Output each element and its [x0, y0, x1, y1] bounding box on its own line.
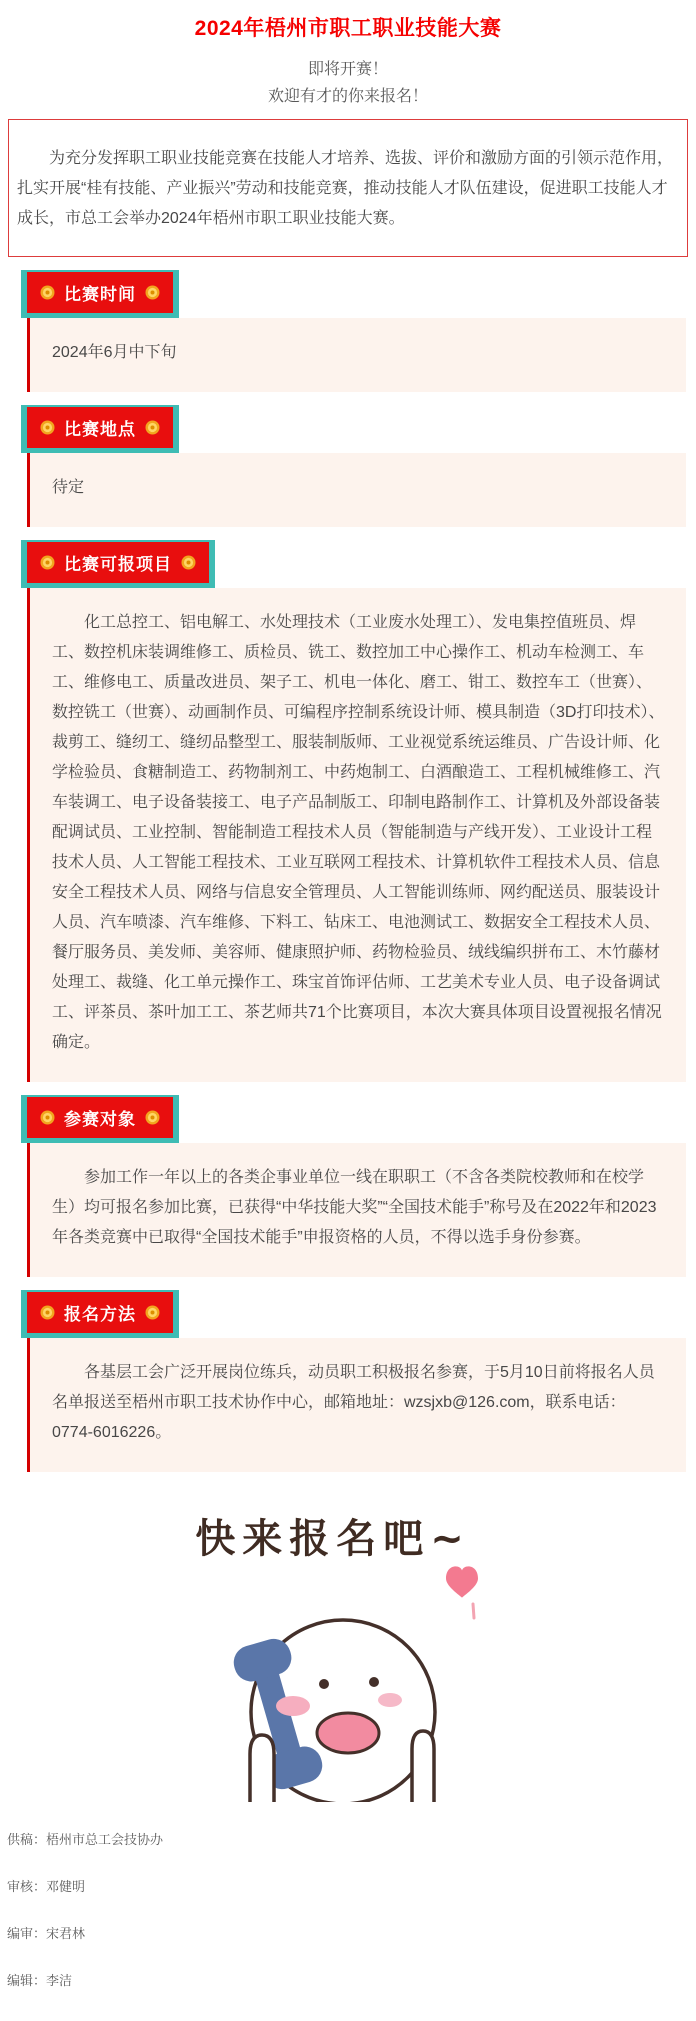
section-competition-place — [0, 407, 696, 527]
intro-box — [8, 119, 688, 257]
sparkle-line — [473, 1604, 474, 1618]
sticker-caption-text: 快来报名吧~ — [195, 1516, 471, 1562]
article-credits — [7, 1833, 696, 1987]
badge-red — [27, 407, 173, 448]
coin-icon — [40, 285, 55, 300]
blob-right-eye — [369, 1677, 379, 1687]
badge-red — [27, 1292, 173, 1333]
section-title: 参赛对象 — [64, 1110, 136, 1129]
section-text: 化工总控工、铝电解工、水处理技术（工业废水处理工）、发电集控值班员、焊工、数控机床装调维修工、质检员、铣工、数控加工中心操作工、机动车检测工、车工、维修电工、质量改进员、架子工、机电一体化、磨工、钳工、数控车工（世赛）、数控铣工（世赛）、动画制作员、可编程序控制系统设计师、模具制造（3D打印技术）、裁剪工、缝纫工、缝纫品整型工、服装制版师、工业视觉系统运维员、广告设计师、化学检验员、食糖制造工、药物制剂工、中药炮制工、白酒酿造工、工程机械维修工、汽车装调工、电子设备装接工、电子产品制版工、印制电路制作工、计算机及外部设备装配调试员、工业控制、智能制造工程技术人员（智能制造与产线开发）、工业设计工程技术人员、人工智能工程技术、工业互联网工程技术、计算机软件工程技术人员、信息安全工程技术人员、网络与信息安全管理员、人工智能训练师、网约配送员、服装设计人员、汽车喷漆、汽车维修、下料工、钻床工、电池测试工、数据安全工程技术人员、餐厅服务员、美发师、美容师、健康照护师、药物检验员、绒线编织拼布工、木竹藤材处理工、裁缝、化工单元操作工、珠宝首饰评估师、工艺美术专业人员、电子设备调试工、评茶员、茶叶加工工、茶艺师共71个比赛项目，本次大赛具体项目设置视报名情况确定。 — [52, 614, 665, 1051]
subtitle-line-1: 即将开赛！ — [307, 61, 388, 78]
subtitle-line-2: 欢迎有才的你来报名！ — [267, 88, 428, 105]
heart-icon — [446, 1566, 478, 1597]
section-title: 比赛时间 — [64, 285, 136, 304]
coin-icon — [145, 1110, 160, 1125]
credit-editor-in-chief: 编审：宋君林 — [7, 1926, 86, 1941]
section-badge — [27, 272, 173, 313]
section-badge — [27, 1292, 173, 1333]
blob-mouth — [317, 1713, 379, 1753]
section-title: 比赛地点 — [64, 420, 136, 439]
section-content — [27, 453, 686, 527]
section-competition-events — [0, 542, 696, 1082]
coin-icon — [40, 420, 55, 435]
blob-left-eye — [319, 1679, 329, 1689]
coin-icon — [145, 420, 160, 435]
badge-red — [27, 272, 173, 313]
section-text: 2024年6月中下旬 — [52, 344, 177, 361]
coin-icon — [145, 285, 160, 300]
coin-icon — [145, 1305, 160, 1320]
coin-icon — [181, 555, 196, 570]
blob-right-cheek — [378, 1693, 402, 1707]
section-registration — [0, 1292, 696, 1472]
intro-paragraph: 为充分发挥职工职业技能竞赛在技能人才培养、选拔、评价和激励方面的引领示范作用，扎实开展“桂有技能、产业振兴”劳动和技能竞赛，推动技能人才队伍建设，促进职工技能人才成长，市总工会举办2024年梧州市职工职业技能大赛。 — [17, 150, 674, 227]
section-content — [27, 588, 686, 1082]
coin-icon — [40, 1305, 55, 1320]
section-content — [27, 1338, 686, 1472]
coin-icon — [40, 1110, 55, 1125]
credit-editor: 编辑：李洁 — [7, 1973, 73, 1988]
credit-contributor: 供稿：梧州市总工会技协办 — [7, 1832, 164, 1847]
coin-icon — [40, 555, 55, 570]
section-content — [27, 1143, 686, 1277]
section-participants — [0, 1097, 696, 1277]
badge-red — [27, 1097, 173, 1138]
page-title: 2024年梧州市职工职业技能大赛 — [194, 17, 502, 40]
section-badge — [27, 1097, 173, 1138]
badge-red — [27, 542, 209, 583]
section-text: 参加工作一年以上的各类企事业单位一线在职职工（不含各类院校教师和在校学生）均可报名参加比赛，已获得“中华技能大奖”“全国技术能手”称号及在2022年和2023年各类竞赛中已取得“全国技术能手”申报资格的人员，不得以选手身份参赛。 — [52, 1169, 657, 1246]
blob-phone-sticker — [128, 1502, 568, 1802]
section-content — [27, 318, 686, 392]
section-text: 待定 — [52, 479, 85, 496]
section-title: 报名方法 — [64, 1305, 136, 1324]
section-competition-time — [0, 272, 696, 392]
section-text: 各基层工会广泛开展岗位练兵，动员职工积极报名参赛，于5月10日前将报名人员名单报送至梧州市职工技术协作中心，邮箱地址：wzsjxb@126.com，联系电话：0774-6016226。 — [52, 1364, 655, 1441]
sticker-image — [0, 1502, 696, 1807]
blob-left-cheek — [276, 1696, 310, 1716]
section-badge — [27, 407, 173, 448]
blob-left-arm — [250, 1735, 274, 1802]
section-badge — [27, 542, 209, 583]
section-title: 比赛可报项目 — [64, 555, 172, 574]
credit-reviewer: 审核：邓健明 — [7, 1879, 86, 1894]
blob-right-arm — [412, 1731, 434, 1802]
